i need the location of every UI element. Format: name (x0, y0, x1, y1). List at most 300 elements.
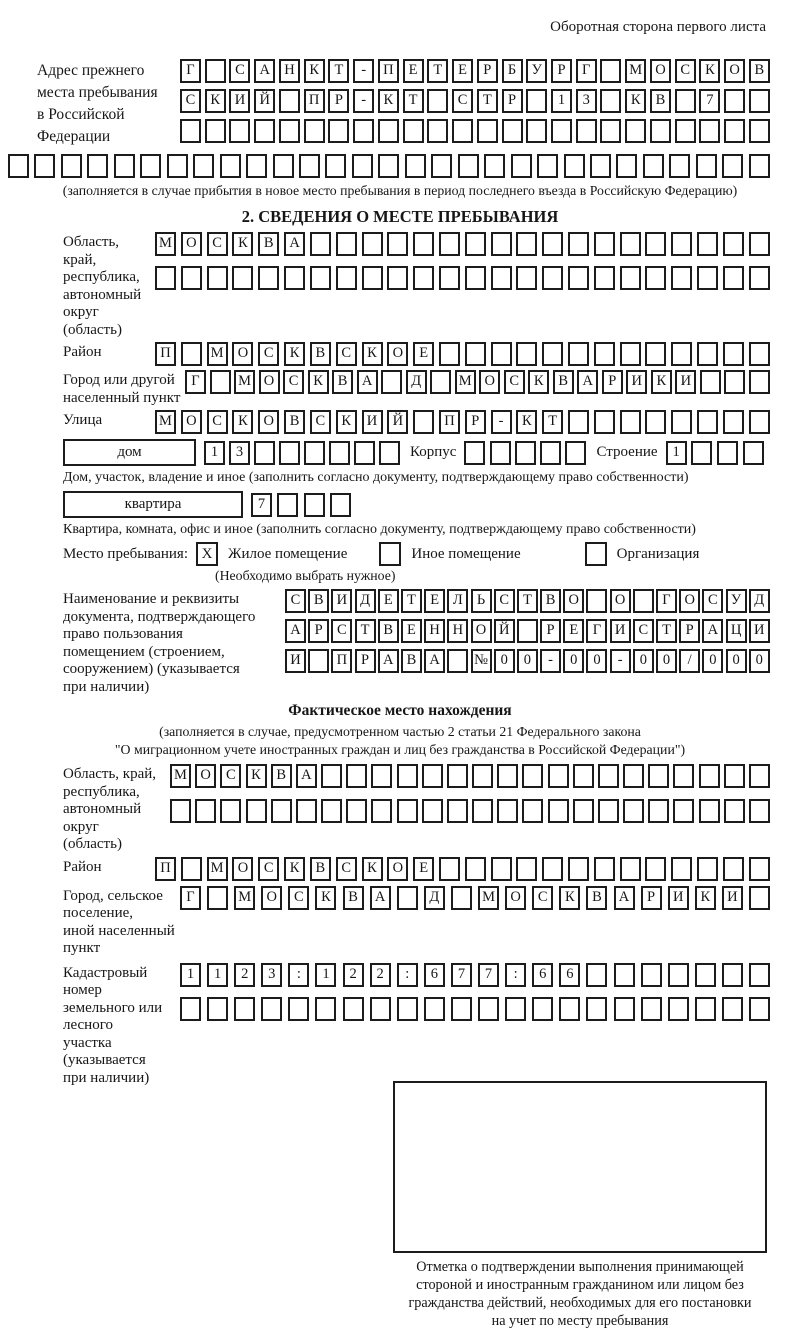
char-box[interactable]: С (258, 857, 279, 881)
char-box[interactable]: У (526, 59, 547, 83)
char-box[interactable]: Т (656, 619, 677, 643)
char-box[interactable]: В (310, 857, 331, 881)
char-box[interactable]: А (424, 649, 445, 673)
char-box[interactable] (675, 119, 696, 143)
char-box[interactable]: К (559, 886, 580, 910)
char-box[interactable]: А (254, 59, 275, 83)
char-box[interactable] (114, 154, 135, 178)
char-box[interactable]: В (749, 59, 770, 83)
char-box[interactable] (465, 266, 486, 290)
char-box[interactable] (600, 119, 621, 143)
char-box[interactable]: С (331, 619, 352, 643)
char-box[interactable] (354, 441, 375, 465)
char-box[interactable]: С (288, 886, 309, 910)
char-box[interactable] (620, 266, 641, 290)
checkbox-organization[interactable] (585, 542, 607, 566)
char-box[interactable] (424, 997, 445, 1021)
char-box[interactable]: 6 (532, 963, 553, 987)
char-box[interactable] (167, 154, 188, 178)
char-box[interactable] (451, 997, 472, 1021)
char-box[interactable]: С (220, 764, 241, 788)
char-box[interactable] (170, 799, 191, 823)
checkbox-other-premises[interactable] (379, 542, 401, 566)
char-box[interactable]: О (181, 232, 202, 256)
char-box[interactable]: Л (447, 589, 468, 613)
char-box[interactable] (491, 266, 512, 290)
char-box[interactable] (645, 232, 666, 256)
char-box[interactable]: О (261, 886, 282, 910)
char-box[interactable] (594, 232, 615, 256)
char-box[interactable]: Е (424, 589, 445, 613)
char-box[interactable]: Г (576, 59, 597, 83)
char-box[interactable]: О (387, 342, 408, 366)
char-box[interactable] (522, 764, 543, 788)
char-box[interactable]: 1 (666, 441, 687, 465)
char-box[interactable] (370, 997, 391, 1021)
char-box[interactable]: А (370, 886, 391, 910)
char-box[interactable] (465, 857, 486, 881)
char-box[interactable] (299, 154, 320, 178)
char-box[interactable] (695, 997, 716, 1021)
char-box[interactable] (330, 493, 351, 517)
char-box[interactable]: Т (401, 589, 422, 613)
char-box[interactable] (532, 997, 553, 1021)
char-box[interactable]: А (378, 649, 399, 673)
char-box[interactable]: А (702, 619, 723, 643)
char-box[interactable]: К (528, 370, 549, 394)
char-box[interactable]: С (702, 589, 723, 613)
char-box[interactable] (234, 997, 255, 1021)
char-box[interactable] (210, 370, 231, 394)
char-box[interactable] (195, 799, 216, 823)
char-box[interactable]: Н (447, 619, 468, 643)
char-box[interactable] (353, 119, 374, 143)
char-box[interactable] (430, 370, 451, 394)
char-box[interactable]: Т (355, 619, 376, 643)
char-box[interactable] (620, 857, 641, 881)
char-box[interactable] (749, 89, 770, 113)
char-box[interactable]: № (471, 649, 492, 673)
char-box[interactable]: С (207, 410, 228, 434)
char-box[interactable] (673, 764, 694, 788)
char-box[interactable]: К (246, 764, 267, 788)
char-box[interactable]: И (722, 886, 743, 910)
char-box[interactable]: С (633, 619, 654, 643)
char-box[interactable] (749, 997, 770, 1021)
char-box[interactable]: К (284, 342, 305, 366)
char-box[interactable]: В (308, 589, 329, 613)
char-box[interactable] (321, 799, 342, 823)
char-box[interactable] (381, 370, 402, 394)
char-box[interactable]: Т (427, 59, 448, 83)
char-box[interactable] (447, 799, 468, 823)
char-box[interactable] (623, 764, 644, 788)
char-box[interactable]: 0 (586, 649, 607, 673)
char-box[interactable] (743, 441, 764, 465)
char-box[interactable] (648, 764, 669, 788)
char-box[interactable]: В (343, 886, 364, 910)
char-box[interactable] (594, 266, 615, 290)
char-box[interactable]: Р (679, 619, 700, 643)
char-box[interactable] (620, 410, 641, 434)
char-box[interactable] (310, 232, 331, 256)
char-box[interactable]: В (378, 619, 399, 643)
char-box[interactable] (464, 441, 485, 465)
char-box[interactable]: С (452, 89, 473, 113)
char-box[interactable]: К (699, 59, 720, 83)
char-box[interactable] (650, 119, 671, 143)
char-box[interactable] (478, 997, 499, 1021)
char-box[interactable] (717, 441, 738, 465)
char-box[interactable]: И (362, 410, 383, 434)
char-box[interactable]: О (387, 857, 408, 881)
char-box[interactable]: М (234, 370, 255, 394)
char-box[interactable] (181, 266, 202, 290)
char-box[interactable]: О (232, 342, 253, 366)
char-box[interactable]: 0 (656, 649, 677, 673)
char-box[interactable]: Р (540, 619, 561, 643)
char-box[interactable] (696, 154, 717, 178)
char-box[interactable]: Т (542, 410, 563, 434)
char-box[interactable] (439, 266, 460, 290)
char-box[interactable]: О (650, 59, 671, 83)
char-box[interactable]: К (625, 89, 646, 113)
char-box[interactable]: Е (401, 619, 422, 643)
char-box[interactable] (723, 410, 744, 434)
char-box[interactable]: Р (328, 89, 349, 113)
char-box[interactable]: В (650, 89, 671, 113)
char-box[interactable] (699, 764, 720, 788)
char-box[interactable] (491, 342, 512, 366)
char-box[interactable]: Е (452, 59, 473, 83)
char-box[interactable]: Д (355, 589, 376, 613)
char-box[interactable] (559, 997, 580, 1021)
char-box[interactable]: 3 (261, 963, 282, 987)
char-box[interactable]: 1 (315, 963, 336, 987)
char-box[interactable] (749, 886, 770, 910)
char-box[interactable]: Р (465, 410, 486, 434)
char-box[interactable]: - (353, 59, 374, 83)
char-box[interactable]: Г (586, 619, 607, 643)
char-box[interactable]: 1 (551, 89, 572, 113)
char-box[interactable] (749, 342, 770, 366)
char-box[interactable]: В (271, 764, 292, 788)
char-box[interactable] (697, 266, 718, 290)
char-box[interactable] (668, 963, 689, 987)
char-box[interactable] (371, 764, 392, 788)
char-box[interactable]: К (205, 89, 226, 113)
char-box[interactable]: : (288, 963, 309, 987)
char-box[interactable] (749, 764, 770, 788)
char-box[interactable]: О (259, 370, 280, 394)
char-box[interactable]: О (563, 589, 584, 613)
char-box[interactable]: 7 (251, 493, 272, 517)
char-box[interactable]: В (586, 886, 607, 910)
char-box[interactable] (526, 119, 547, 143)
char-box[interactable] (641, 997, 662, 1021)
char-box[interactable]: В (401, 649, 422, 673)
char-box[interactable] (422, 799, 443, 823)
char-box[interactable]: Т (517, 589, 538, 613)
char-box[interactable]: О (479, 370, 500, 394)
char-box[interactable] (516, 342, 537, 366)
char-box[interactable] (620, 232, 641, 256)
char-box[interactable] (328, 119, 349, 143)
char-box[interactable]: - (353, 89, 374, 113)
char-box[interactable] (724, 764, 745, 788)
char-box[interactable]: - (491, 410, 512, 434)
char-box[interactable] (413, 410, 434, 434)
char-box[interactable] (564, 154, 585, 178)
char-box[interactable]: К (336, 410, 357, 434)
char-box[interactable] (405, 154, 426, 178)
char-box[interactable]: 7 (478, 963, 499, 987)
char-box[interactable]: П (155, 857, 176, 881)
char-box[interactable] (505, 997, 526, 1021)
char-box[interactable]: В (332, 370, 353, 394)
char-box[interactable] (749, 266, 770, 290)
char-box[interactable] (697, 410, 718, 434)
char-box[interactable]: Е (413, 342, 434, 366)
char-box[interactable] (522, 799, 543, 823)
char-box[interactable] (484, 154, 505, 178)
char-box[interactable]: М (155, 232, 176, 256)
char-box[interactable]: С (283, 370, 304, 394)
char-box[interactable]: Р (355, 649, 376, 673)
char-box[interactable]: С (336, 342, 357, 366)
char-box[interactable] (246, 154, 267, 178)
char-box[interactable] (542, 266, 563, 290)
char-box[interactable] (254, 119, 275, 143)
char-box[interactable] (397, 886, 418, 910)
char-box[interactable]: 2 (343, 963, 364, 987)
char-box[interactable]: О (195, 764, 216, 788)
char-box[interactable] (387, 232, 408, 256)
char-box[interactable]: 3 (229, 441, 250, 465)
char-box[interactable]: 0 (517, 649, 538, 673)
char-box[interactable] (671, 342, 692, 366)
char-box[interactable] (296, 799, 317, 823)
char-box[interactable]: С (494, 589, 515, 613)
char-box[interactable]: К (516, 410, 537, 434)
char-box[interactable] (516, 266, 537, 290)
char-box[interactable]: / (679, 649, 700, 673)
char-box[interactable]: В (258, 232, 279, 256)
char-box[interactable] (304, 493, 325, 517)
char-box[interactable] (447, 764, 468, 788)
char-box[interactable] (565, 441, 586, 465)
char-box[interactable] (594, 410, 615, 434)
char-box[interactable] (598, 764, 619, 788)
char-box[interactable] (600, 89, 621, 113)
char-box[interactable] (675, 89, 696, 113)
char-box[interactable]: К (232, 410, 253, 434)
char-box[interactable] (378, 154, 399, 178)
char-box[interactable] (308, 649, 329, 673)
char-box[interactable] (516, 857, 537, 881)
char-box[interactable] (625, 119, 646, 143)
char-box[interactable]: А (296, 764, 317, 788)
char-box[interactable] (229, 119, 250, 143)
char-box[interactable]: М (170, 764, 191, 788)
char-box[interactable] (590, 154, 611, 178)
char-box[interactable] (207, 266, 228, 290)
char-box[interactable]: : (505, 963, 526, 987)
char-box[interactable]: - (540, 649, 561, 673)
char-box[interactable] (568, 857, 589, 881)
char-box[interactable] (304, 119, 325, 143)
char-box[interactable] (724, 89, 745, 113)
char-box[interactable]: Р (308, 619, 329, 643)
char-box[interactable] (671, 410, 692, 434)
char-box[interactable] (362, 232, 383, 256)
char-box[interactable] (397, 799, 418, 823)
char-box[interactable] (723, 232, 744, 256)
char-box[interactable]: К (315, 886, 336, 910)
char-box[interactable]: 0 (726, 649, 747, 673)
char-box[interactable]: О (258, 410, 279, 434)
char-box[interactable] (749, 232, 770, 256)
char-box[interactable] (641, 963, 662, 987)
char-box[interactable]: И (229, 89, 250, 113)
char-box[interactable] (516, 232, 537, 256)
char-box[interactable] (749, 963, 770, 987)
char-box[interactable]: М (625, 59, 646, 83)
char-box[interactable] (537, 154, 558, 178)
char-box[interactable] (723, 266, 744, 290)
char-box[interactable] (205, 119, 226, 143)
char-box[interactable]: О (471, 619, 492, 643)
char-box[interactable]: Е (563, 619, 584, 643)
char-box[interactable] (749, 154, 770, 178)
char-box[interactable] (180, 997, 201, 1021)
char-box[interactable] (336, 232, 357, 256)
char-box[interactable] (594, 342, 615, 366)
char-box[interactable] (155, 266, 176, 290)
char-box[interactable] (614, 997, 635, 1021)
char-box[interactable]: И (285, 649, 306, 673)
char-box[interactable]: 1 (180, 963, 201, 987)
char-box[interactable] (671, 232, 692, 256)
char-box[interactable] (439, 232, 460, 256)
char-box[interactable] (633, 589, 654, 613)
char-box[interactable]: Н (279, 59, 300, 83)
char-box[interactable]: А (284, 232, 305, 256)
char-box[interactable]: 3 (576, 89, 597, 113)
char-box[interactable]: С (258, 342, 279, 366)
char-box[interactable] (724, 119, 745, 143)
char-box[interactable]: К (304, 59, 325, 83)
char-box[interactable] (598, 799, 619, 823)
char-box[interactable] (261, 997, 282, 1021)
char-box[interactable] (540, 441, 561, 465)
char-box[interactable]: О (610, 589, 631, 613)
char-box[interactable] (34, 154, 55, 178)
char-box[interactable]: С (310, 410, 331, 434)
char-box[interactable] (645, 410, 666, 434)
char-box[interactable] (452, 119, 473, 143)
char-box[interactable] (465, 232, 486, 256)
char-box[interactable]: К (362, 857, 383, 881)
char-box[interactable] (422, 764, 443, 788)
char-box[interactable]: П (331, 649, 352, 673)
char-box[interactable] (207, 886, 228, 910)
char-box[interactable]: Д (406, 370, 427, 394)
char-box[interactable]: И (749, 619, 770, 643)
char-box[interactable]: О (505, 886, 526, 910)
char-box[interactable] (616, 154, 637, 178)
char-box[interactable] (284, 266, 305, 290)
char-box[interactable] (542, 342, 563, 366)
char-box[interactable] (614, 963, 635, 987)
char-box[interactable] (207, 997, 228, 1021)
char-box[interactable]: О (679, 589, 700, 613)
char-box[interactable] (695, 963, 716, 987)
char-box[interactable] (645, 857, 666, 881)
char-box[interactable]: О (724, 59, 745, 83)
char-box[interactable] (232, 266, 253, 290)
char-box[interactable]: Й (254, 89, 275, 113)
char-box[interactable]: И (331, 589, 352, 613)
char-box[interactable]: М (207, 857, 228, 881)
char-box[interactable] (87, 154, 108, 178)
char-box[interactable]: С (229, 59, 250, 83)
checkbox-residential[interactable]: X (196, 542, 218, 566)
char-box[interactable]: Р (502, 89, 523, 113)
char-box[interactable] (568, 342, 589, 366)
char-box[interactable] (346, 799, 367, 823)
char-box[interactable]: К (695, 886, 716, 910)
char-box[interactable]: Ц (726, 619, 747, 643)
char-box[interactable]: М (234, 886, 255, 910)
char-box[interactable] (623, 799, 644, 823)
char-box[interactable] (749, 857, 770, 881)
char-box[interactable] (61, 154, 82, 178)
char-box[interactable] (724, 799, 745, 823)
char-box[interactable] (749, 370, 770, 394)
char-box[interactable] (279, 89, 300, 113)
char-box[interactable]: : (397, 963, 418, 987)
char-box[interactable] (668, 997, 689, 1021)
char-box[interactable]: 1 (204, 441, 225, 465)
char-box[interactable] (352, 154, 373, 178)
char-box[interactable]: А (577, 370, 598, 394)
char-box[interactable]: Й (387, 410, 408, 434)
char-box[interactable]: К (651, 370, 672, 394)
char-box[interactable] (325, 154, 346, 178)
char-box[interactable] (279, 441, 300, 465)
char-box[interactable] (8, 154, 29, 178)
char-box[interactable]: К (378, 89, 399, 113)
char-box[interactable] (447, 649, 468, 673)
char-box[interactable]: Г (656, 589, 677, 613)
char-box[interactable]: Т (403, 89, 424, 113)
char-box[interactable] (497, 764, 518, 788)
char-box[interactable] (451, 886, 472, 910)
char-box[interactable] (749, 799, 770, 823)
char-box[interactable] (691, 441, 712, 465)
char-box[interactable]: П (439, 410, 460, 434)
char-box[interactable]: Ь (471, 589, 492, 613)
char-box[interactable] (722, 963, 743, 987)
char-box[interactable] (180, 119, 201, 143)
char-box[interactable] (600, 59, 621, 83)
char-box[interactable] (671, 266, 692, 290)
char-box[interactable]: Е (403, 59, 424, 83)
char-box[interactable]: С (532, 886, 553, 910)
char-box[interactable]: И (610, 619, 631, 643)
char-box[interactable] (568, 232, 589, 256)
